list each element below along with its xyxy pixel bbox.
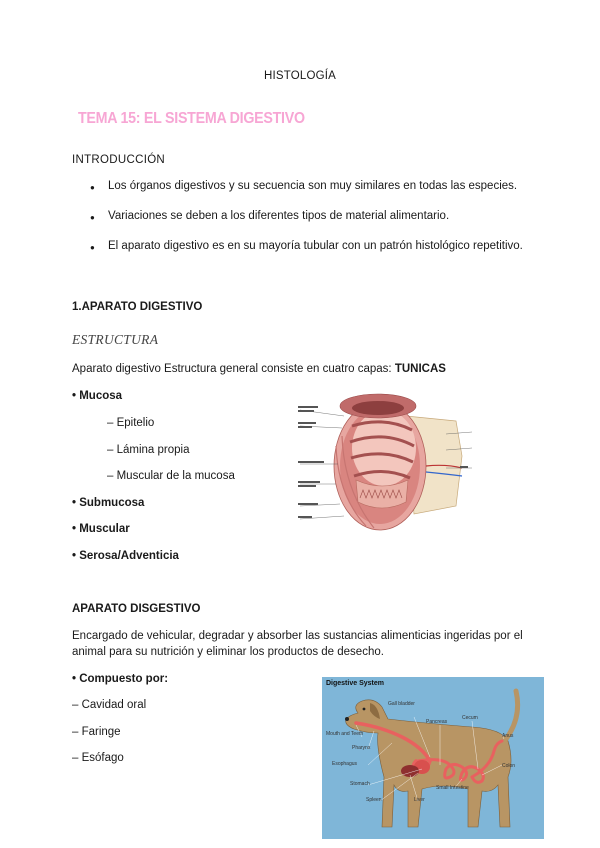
- estructura-subheading: ESTRUCTURA: [72, 332, 159, 347]
- intro-bullet: ● El aparato digestivo es en su mayoría tubular con un patrón histológico repetitivo.: [90, 240, 523, 270]
- component-faringe: – Faringe: [72, 726, 121, 738]
- layer-mucosa: • Mucosa: [72, 390, 123, 402]
- section2-paragraph-line2: animal para su nutrición y eliminar los productos de desecho.: [72, 646, 384, 658]
- page-header-title: HISTOLOGÍA: [263, 70, 337, 82]
- label-esophagus: Esophagus: [332, 761, 358, 767]
- tunicas-term: TUNICAS: [394, 363, 446, 375]
- section1-heading: 1.APARATO DIGESTIVO: [72, 301, 203, 313]
- structure-sentence: [72, 363, 446, 375]
- label-colon: Colon: [502, 763, 516, 769]
- layer-serosa: • Serosa/Adventicia: [72, 550, 179, 562]
- intro-heading: INTRODUCCIÓN: [72, 154, 166, 166]
- dog-illustration: [322, 677, 544, 839]
- compuesto-heading: • Compuesto por:: [72, 673, 169, 685]
- intestine-section-figure: [296, 386, 482, 536]
- label-gall-bladder: Gall bladder: [388, 701, 415, 707]
- section2-heading: APARATO DISGESTIVO: [72, 603, 201, 615]
- layer-epitelio: – Epitelio: [107, 417, 155, 429]
- layer-lamina-propia: – Lámina propia: [107, 444, 190, 456]
- intro-bullet: ● Los órganos digestivos y su secuencia son muy similares en todas las especies.: [90, 180, 523, 210]
- layer-muscular-mucosa: – Muscular de la mucosa: [107, 470, 235, 482]
- figure-title: Digestive System: [326, 680, 384, 687]
- dog-digestive-figure: [322, 677, 544, 839]
- section2-paragraph-line1: Encargado de vehicular, degradar y absorber las sustancias alimenticias ingeridas por el: [72, 630, 523, 642]
- label-liver: Liver: [414, 797, 425, 803]
- component-esofago: – Esófago: [72, 752, 124, 764]
- intestine-section-illustration: [296, 386, 482, 536]
- layer-submucosa: • Submucosa: [72, 497, 145, 509]
- label-small-intestine: Small Intestine: [436, 785, 469, 791]
- label-anus: Anus: [502, 733, 514, 739]
- label-cecum: Cecum: [462, 715, 478, 721]
- component-cavidad-oral: – Cavidad oral: [72, 699, 147, 711]
- label-mouth-teeth: Mouth and Teeth: [326, 731, 364, 737]
- intro-bullet: ● Variaciones se deben a los diferentes tipos de material alimentario.: [90, 210, 523, 240]
- label-pharynx: Pharynx: [352, 745, 371, 751]
- label-spleen: Spleen: [366, 797, 382, 803]
- topic-title: TEMA 15: EL SISTEMA DIGESTIVO: [78, 110, 305, 127]
- layer-muscular: • Muscular: [72, 523, 130, 535]
- label-stomach: Stomach: [350, 781, 370, 787]
- structure-sentence-text: Aparato digestivo Estructura general consiste en cuatro capas:: [72, 363, 395, 375]
- intro-bullet-list: [90, 180, 523, 270]
- label-pancreas: Pancreas: [426, 719, 448, 725]
